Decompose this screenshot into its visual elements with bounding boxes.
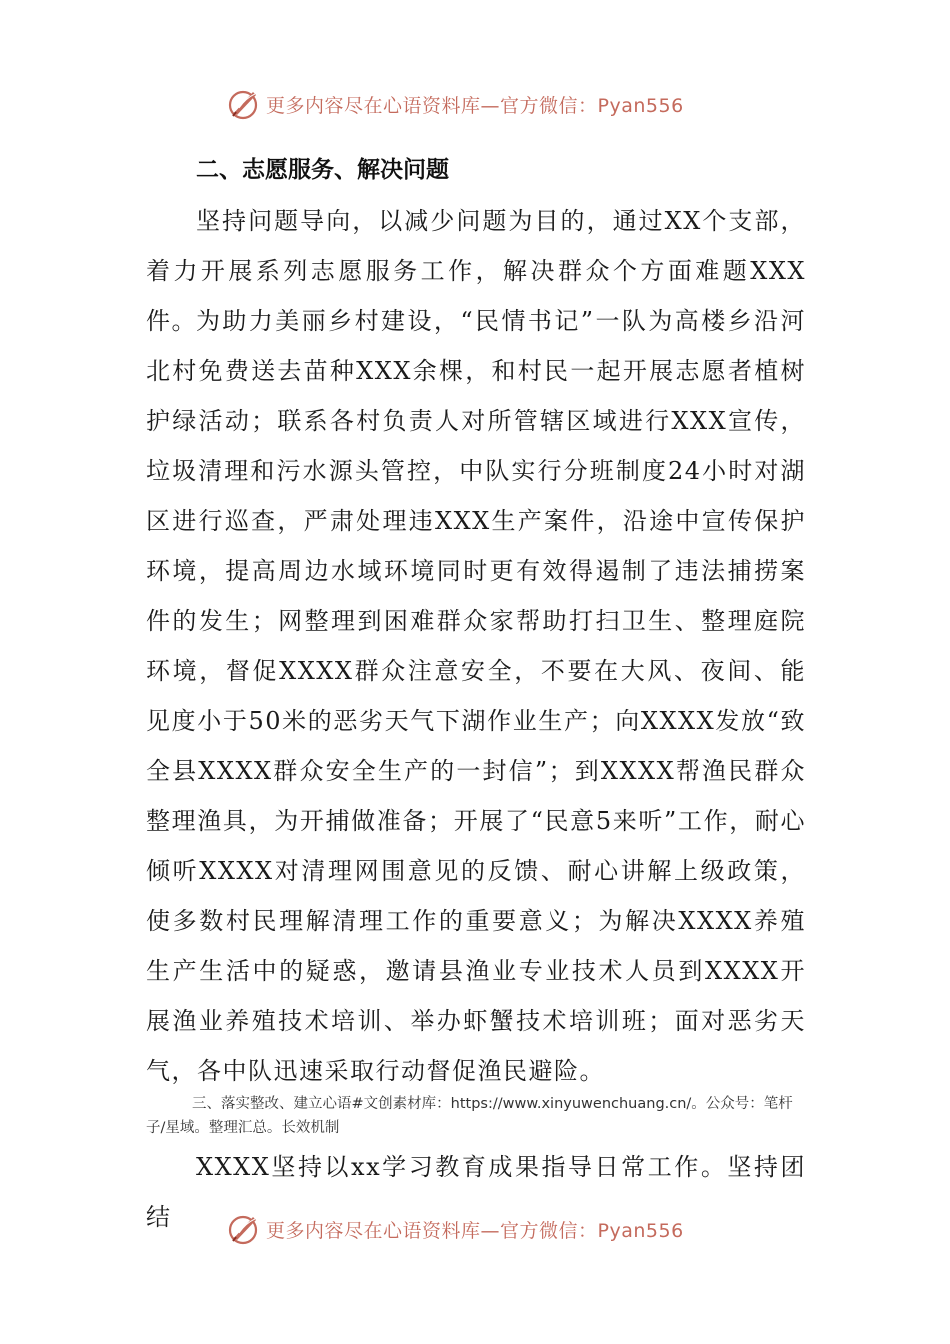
quill-pen-logo-icon xyxy=(226,86,262,122)
header-watermark-banner xyxy=(226,84,684,124)
watermark-text: 更多内容尽在心语资料库—官方微信：Pyan556 xyxy=(266,1219,684,1242)
footer-watermark-banner xyxy=(226,1209,684,1249)
inserted-note-line: 三、落实整改、建立心语#文创素材库：https://www.xinyuwenchuang.cn/。公众号：笔杆子/星域。整理汇总。长效机制 xyxy=(146,1096,793,1136)
watermark-text: 更多内容尽在心语资料库—官方微信：Pyan556 xyxy=(266,94,684,117)
paragraph-details: 为助力美丽乡村建设，“民情书记”一队为高楼乡沿河北村免费送去苗种XXX余棵，和村民一起开展志愿者植树护绿活动；联系各村负责人对所管辖区域进行XXX宣传，垃圾清理和污水源头管控，中队实行分班制度24小时对湖区进行巡查，严肃处理违XXX生产案件，沿途中宣传保护环境，提高周边水域环境同时更有效得遏制了违法捕捞案件的发生；网整理到困难群众家帮助打扫卫生、整理庭院环境，督促XXXX群众注意安全，不要在大风、夜间、能见度小于50米的恶劣天气下湖作业生产；向XXXX发放“致全县XXXX群众安全生产的一封信”；到XXXX帮渔民群众整理渔具，为开捕做准备；开展了“民意5来听”工作，耐心倾听XXXX对清理网围意见的反馈、耐心讲解上级政策，使多数村民理解清理工作的重要意义；为解决XXXX养殖生产生活中的疑惑，邀请县渔业专业技术人员到XXXX开展渔业养殖技术培训、举办虾蟹技术培训班；面对恶劣天气，各中队迅速采取行动督促渔民避险。 xyxy=(146,307,806,1085)
quill-pen-logo-icon xyxy=(226,1211,262,1247)
paragraph-continuation: XXXX坚持以xx学习教育成果指导日常工作。坚持团结 xyxy=(146,1153,806,1231)
section-heading: 二、志愿服务、解决问题 xyxy=(196,157,449,183)
paragraph-intro: 坚持问题导向，以减少问题为目的，通过XX个支部，着力开展系列志愿服务工作，解决群众个方面难题XXX件。 xyxy=(146,207,806,335)
